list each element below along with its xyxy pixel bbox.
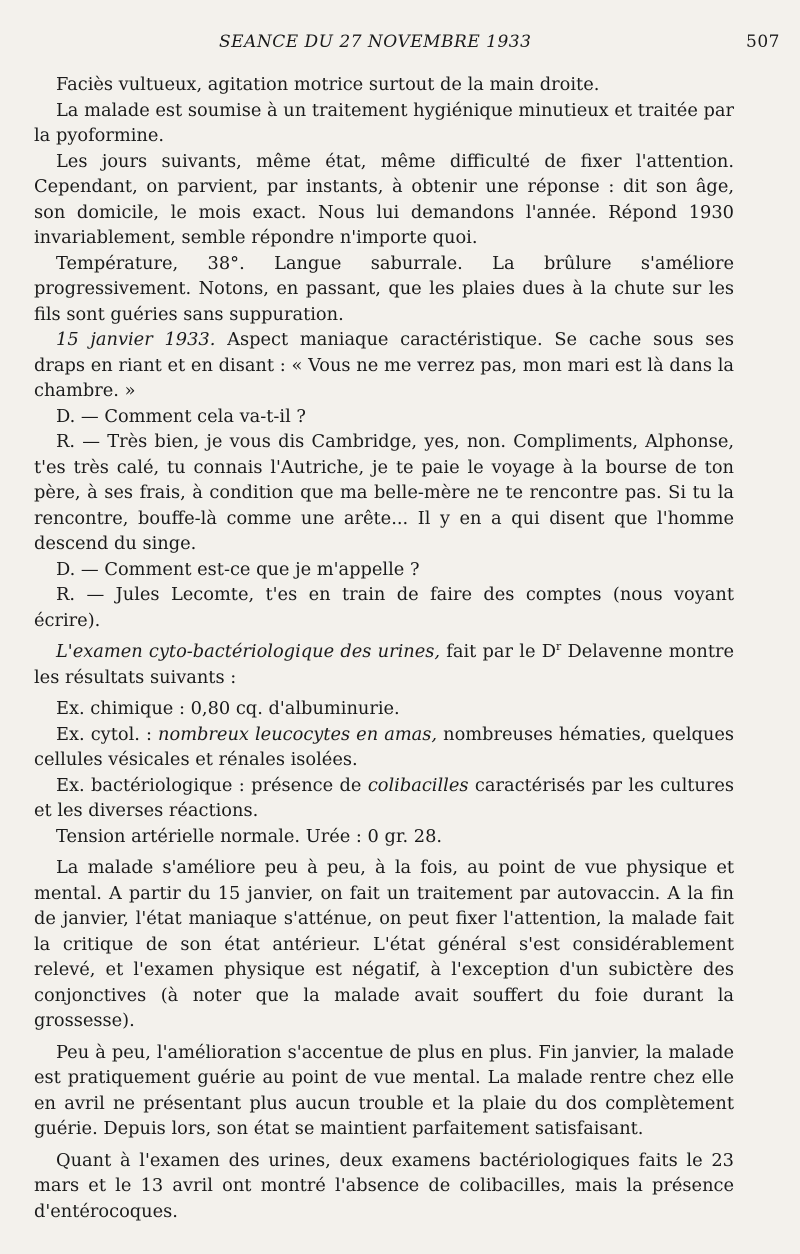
paragraph-cytology-exam bbox=[34, 722, 734, 773]
paragraph-improvement: La malade s'améliore peu à peu, à la fois, au point de vue physique et mental. A partir du 15 janvier, on fait un traitement par autovaccin. A la fin de janvier, l'état maniaque s'atténue, on peut fixer l'attention, la malade fait la critique de son état antérieur. L'état général s'est considérablement relevé, et l'examen physique est négatif, à l'exception d'un subictère des conjonctives (à noter que la malade avait souffert du foie durant la grossesse). bbox=[34, 857, 734, 1031]
bacteriology-text-b: caractérisés par les cultures et les diverses réactions. bbox=[34, 774, 734, 821]
dialogue-answer-2: R. — Jules Lecomte, t'es en train de faire des comptes (nous voyant écrire). bbox=[34, 584, 734, 631]
cytology-text-b: nombreuses hématies, quelques cellules vésicales et rénales isolées. bbox=[34, 723, 734, 770]
paragraph-following-days: Les jours suivants, même état, même difficulté de fixer l'attention. Cependant, on parvient, par instants, à obtenir une réponse : dit son âge, son domicile, le mois exact. Nous lui demandons l'année. Répond 1930 invariablement, semble répondre n'importe quoi. bbox=[34, 150, 734, 248]
paragraph-urine-followup: Quant à l'examen des urines, deux examens bactériologiques faits le 23 mars et le 13 avril ont montré l'absence de colibacilles, mais la présence d'entérocoques. bbox=[34, 1149, 734, 1222]
paragraph-january-15-text: Aspect maniaque caractéristique. Se cache sous ses draps en riant et en disant : « Vous ne me verrez pas, mon mari est là dans la chambre. » bbox=[34, 329, 735, 401]
dialogue-question-2: D. — Comment est-ce que je m'appelle ? bbox=[56, 558, 420, 580]
date-label: 15 janvier 1933. bbox=[56, 329, 216, 350]
paragraph-facies: Faciès vultueux, agitation motrice surtout de la main droite. bbox=[56, 74, 600, 95]
bacteriology-emphasis: colibacilles bbox=[367, 774, 469, 796]
urine-exam-title: L'examen cyto-bactériologique des urines, bbox=[56, 641, 441, 662]
dialogue-answer-1: R. — Très bien, je vous dis Cambridge, yes, non. Compliments, Alphonse, t'es très calé, tu connais l'Autriche, je te paie le voyage à la bourse de ton père, à ses frais, à condition que ma belle-mère ne te rencontre pas. Si tu la rencontre, bouffe-là comme une arête... Il y en a qui disent que l'homme descend du singe. bbox=[34, 431, 734, 554]
paragraph-recovery: Peu à peu, l'amélioration s'accentue de plus en plus. Fin janvier, la malade est pratiquement guérie au point de vue mental. La malade rentre chez elle en avril ne présentant plus aucun trouble et la plaie du dos complètement guérie. Depuis lors, son état se maintient parfaitement satisfaisant. bbox=[34, 1041, 734, 1139]
cytology-emphasis: nombreux leucocytes en amas, bbox=[158, 723, 438, 745]
body-text bbox=[34, 72, 734, 1224]
running-title: SEANCE DU 27 NOVEMBRE 1933 bbox=[219, 32, 532, 52]
paragraph-bacteriology-exam bbox=[34, 773, 734, 824]
paragraph-treatment: La malade est soumise à un traitement hygiénique minutieux et traitée par la pyoformine. bbox=[34, 99, 734, 146]
page-number: 507 bbox=[746, 32, 780, 52]
paragraph-urine-exam bbox=[34, 639, 734, 690]
cytology-text-a: Ex. cytol. : bbox=[56, 723, 159, 745]
doctor-superscript: r bbox=[555, 640, 562, 654]
paragraph-january-15 bbox=[34, 327, 734, 404]
paragraph-temperature: Température, 38°. Langue saburrale. La brûlure s'améliore progressivement. Notons, en passant, que les plaies dues à la chute sur les fils sont guéries sans suppuration. bbox=[34, 252, 734, 325]
paragraph-chemical-exam: Ex. chimique : 0,80 cq. d'albuminurie. bbox=[56, 698, 400, 719]
urine-exam-text-a: fait par le D bbox=[440, 641, 556, 662]
dialogue-question-1: D. — Comment cela va-t-il ? bbox=[56, 405, 306, 427]
bacteriology-text-a: Ex. bactériologique : présence de bbox=[56, 774, 368, 796]
urine-exam-text-b: Delavenne montre les résultats suivants : bbox=[34, 641, 734, 688]
running-header bbox=[0, 30, 800, 56]
paragraph-blood-pressure: Tension artérielle normale. Urée : 0 gr. 28. bbox=[56, 825, 443, 847]
